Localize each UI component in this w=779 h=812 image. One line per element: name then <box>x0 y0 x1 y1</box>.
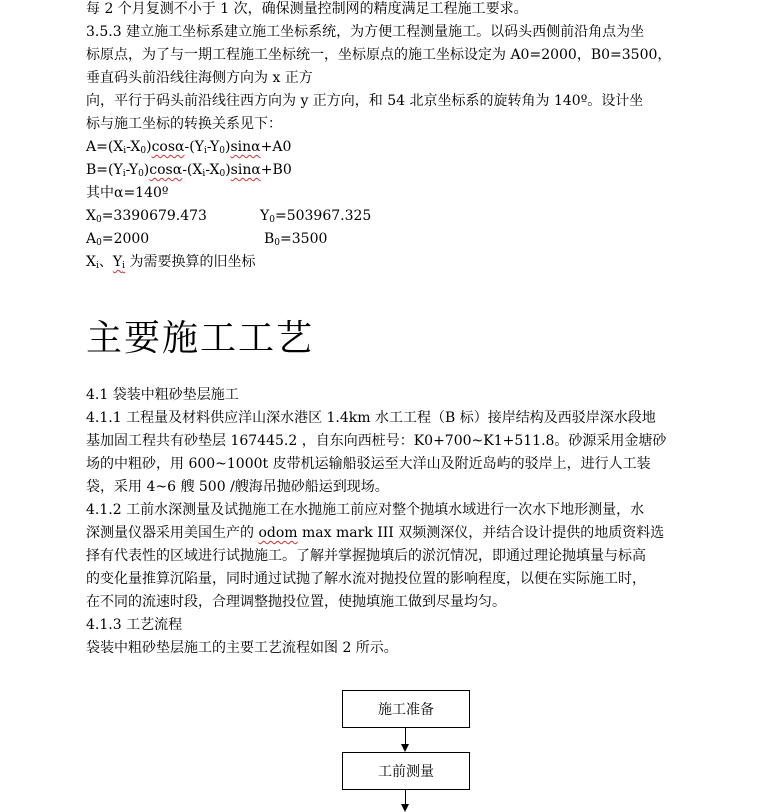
text-line: 垂直码头前沿线往海侧方向为 x 正方 <box>86 70 313 86</box>
text-line: 择有代表性的区域进行试抛施工。了解并掌握抛填后的淤沉情况，即通过理论抛填量与标高 <box>86 548 646 564</box>
text-line: 标原点，为了与一期工程施工坐标统一，坐标原点的施工坐标设定为 A0=2000，B0=3500， <box>86 47 672 63</box>
text-line: 4.1.1 工程量及材料供应洋山深水港区 1.4km 水工工程（B 标）接岸结构及西驳岸深水段地 <box>86 410 656 426</box>
subsection-title: 4.1.3 工艺流程 <box>86 617 183 633</box>
flow-arrow <box>405 790 406 804</box>
text-line: 4.1.2 工前水深测量及试抛施工在水抛施工前应对整个抛填水域进行一次水下地形测量，水 <box>86 502 645 518</box>
alpha-line: 其中α=140º <box>86 185 169 201</box>
text-line: 基加固工程共有砂垫层 167445.2 ，自东向西桩号：K0+700~K1+511.8。砂源采用金塘砂 <box>86 433 667 449</box>
text-line: 的变化量推算沉陷量，同时通过试抛了解水流对抛投位置的影响程度，以便在实际施工时， <box>86 571 646 587</box>
x0-value: $X_0=3390679.473$ <box>86 208 207 225</box>
formula-b: $B=(Y_i-Y_0)\cos\alpha-(X_i-X_0)\sin\alpha+B0$ <box>86 162 292 179</box>
text-line: 每 2 个月复测不小于 1 次，确保测量控制网的精度满足工程施工要求。 <box>86 1 528 17</box>
flow-step-survey: 工前测量 <box>342 752 470 790</box>
text-line: 袋装中粗砂垫层施工的主要工艺流程如图 2 所示。 <box>86 640 398 656</box>
formula-a: $A=(X_i-X_0)\cos\alpha-(Y_i-Y_0)\sin\alpha+A0$ <box>86 139 292 156</box>
text-line: 向，平行于码头前沿线往西方向为 y 正方向，和 54 北京坐标系的旋转角为 140º。设计坐 <box>86 93 644 109</box>
flow-step-prep: 施工准备 <box>342 690 470 728</box>
section-heading: 主要施工工艺 <box>86 318 315 359</box>
subsection-title: 4.1 袋装中粗砂垫层施工 <box>86 387 239 403</box>
flow-arrow-head <box>401 744 409 752</box>
text-line: 深测量仪器采用美国生产的 odom max mark III 双频测深仪，并结合设计提供的地质资料选 <box>86 525 665 541</box>
b0-value: $B_0=3500$ <box>264 231 328 248</box>
text-line: 在不同的流速时段，合理调整抛投位置，使抛填施工做到尽量均匀。 <box>86 594 506 610</box>
y0-value: $Y_0=503967.325$ <box>260 208 372 225</box>
xy-line: $X_i$、$Y_i$ 为需要换算的旧坐标 <box>86 254 256 271</box>
text-line: 标与施工坐标的转换关系见下： <box>86 116 282 132</box>
text-line: 袋，采用 4~6 艘 500 /艘海吊抛砂船运到现场。 <box>86 479 389 495</box>
flow-arrow <box>405 728 406 744</box>
flow-arrow-head <box>401 804 409 812</box>
text-line: 3.5.3 建立施工坐标系建立施工坐标系统，为方便工程测量施工。以码头西侧前沿角点为坐 <box>86 24 645 40</box>
a0-value: $A_0=2000$ <box>86 231 150 248</box>
text-line: 场的中粗砂，用 600~1000t 皮带机运输船驳运至大洋山及附近岛屿的驳岸上，进行人工装 <box>86 456 651 472</box>
